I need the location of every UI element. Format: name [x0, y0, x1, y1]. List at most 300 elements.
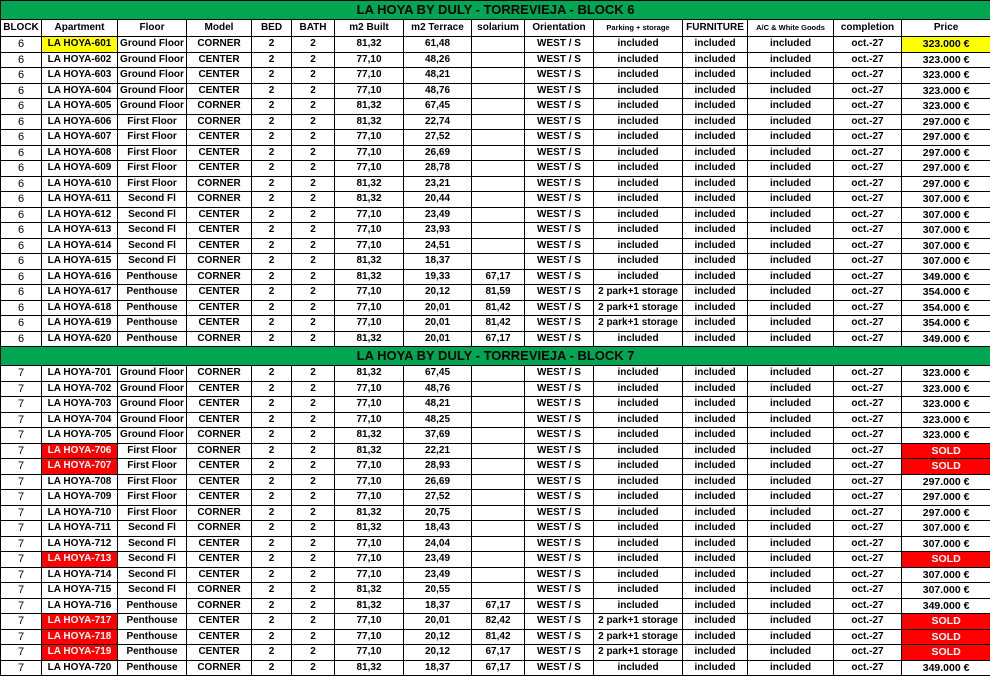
cell-parking: included — [594, 192, 683, 208]
cell-terrace: 28,93 — [404, 459, 472, 475]
cell-bed: 2 — [252, 331, 292, 347]
cell-completion: oct.-27 — [834, 629, 902, 645]
cell-completion: oct.-27 — [834, 412, 902, 428]
cell-terrace: 48,76 — [404, 381, 472, 397]
cell-orientation: WEST / S — [525, 130, 594, 146]
cell-terrace: 26,69 — [404, 145, 472, 161]
table-row — [1, 52, 990, 68]
cell-apartment: LA HOYA-612 — [42, 207, 118, 223]
cell-floor: Penthouse — [118, 614, 187, 630]
cell-terrace: 37,69 — [404, 428, 472, 444]
table-row — [1, 474, 990, 490]
cell-model: CORNER — [187, 505, 252, 521]
cell-block: 6 — [1, 52, 42, 68]
cell-bath: 2 — [292, 629, 335, 645]
cell-floor: Second Fl — [118, 583, 187, 599]
cell-floor: Second Fl — [118, 254, 187, 270]
cell-apartment: LA HOYA-616 — [42, 269, 118, 285]
cell-block: 7 — [1, 552, 42, 568]
cell-price: SOLD — [902, 645, 990, 661]
cell-completion: oct.-27 — [834, 567, 902, 583]
cell-price: 307.000 € — [902, 254, 990, 270]
cell-apartment: LA HOYA-704 — [42, 412, 118, 428]
cell-terrace: 24,04 — [404, 536, 472, 552]
cell-apartment: LA HOYA-602 — [42, 52, 118, 68]
cell-floor: Second Fl — [118, 238, 187, 254]
cell-bed: 2 — [252, 443, 292, 459]
cell-bath: 2 — [292, 254, 335, 270]
cell-terrace: 20,55 — [404, 583, 472, 599]
cell-bath: 2 — [292, 176, 335, 192]
cell-ac: included — [748, 37, 834, 53]
cell-bath: 2 — [292, 583, 335, 599]
cell-block: 7 — [1, 366, 42, 382]
cell-built: 77,10 — [335, 238, 404, 254]
cell-solarium: 81,59 — [472, 285, 525, 301]
cell-terrace: 48,21 — [404, 68, 472, 84]
cell-solarium — [472, 207, 525, 223]
table-row — [1, 629, 990, 645]
cell-solarium — [472, 552, 525, 568]
cell-price: 349.000 € — [902, 660, 990, 676]
cell-ac: included — [748, 567, 834, 583]
cell-solarium — [472, 83, 525, 99]
cell-bath: 2 — [292, 161, 335, 177]
cell-terrace: 20,75 — [404, 505, 472, 521]
cell-model: CENTER — [187, 300, 252, 316]
table-row — [1, 412, 990, 428]
cell-parking: included — [594, 114, 683, 130]
cell-terrace: 27,52 — [404, 130, 472, 146]
cell-model: CORNER — [187, 583, 252, 599]
cell-built: 77,10 — [335, 474, 404, 490]
cell-built: 77,10 — [335, 567, 404, 583]
header-row — [1, 20, 990, 37]
cell-block: 7 — [1, 459, 42, 475]
cell-parking: included — [594, 145, 683, 161]
cell-block: 6 — [1, 161, 42, 177]
cell-furniture: included — [683, 397, 748, 413]
cell-block: 6 — [1, 207, 42, 223]
cell-terrace: 61,48 — [404, 37, 472, 53]
table-row — [1, 68, 990, 84]
cell-block: 6 — [1, 37, 42, 53]
column-header-apartment: Apartment — [42, 20, 118, 37]
cell-price: 349.000 € — [902, 598, 990, 614]
cell-block: 7 — [1, 567, 42, 583]
cell-floor: Penthouse — [118, 331, 187, 347]
table-row — [1, 443, 990, 459]
cell-completion: oct.-27 — [834, 381, 902, 397]
cell-orientation: WEST / S — [525, 68, 594, 84]
cell-completion: oct.-27 — [834, 474, 902, 490]
cell-bath: 2 — [292, 366, 335, 382]
cell-block: 6 — [1, 68, 42, 84]
cell-orientation: WEST / S — [525, 269, 594, 285]
cell-parking: included — [594, 52, 683, 68]
cell-built: 77,10 — [335, 412, 404, 428]
cell-built: 77,10 — [335, 536, 404, 552]
cell-built: 81,32 — [335, 505, 404, 521]
cell-model: CORNER — [187, 428, 252, 444]
cell-bed: 2 — [252, 300, 292, 316]
cell-model: CENTER — [187, 397, 252, 413]
cell-solarium: 81,42 — [472, 629, 525, 645]
cell-apartment: LA HOYA-712 — [42, 536, 118, 552]
cell-built: 77,10 — [335, 223, 404, 239]
cell-model: CENTER — [187, 207, 252, 223]
table-row — [1, 161, 990, 177]
cell-terrace: 22,74 — [404, 114, 472, 130]
cell-orientation: WEST / S — [525, 567, 594, 583]
cell-apartment: LA HOYA-620 — [42, 331, 118, 347]
cell-apartment: LA HOYA-604 — [42, 83, 118, 99]
cell-furniture: included — [683, 99, 748, 115]
cell-built: 81,32 — [335, 176, 404, 192]
table-row — [1, 645, 990, 661]
cell-block: 7 — [1, 583, 42, 599]
cell-solarium: 67,17 — [472, 660, 525, 676]
cell-built: 81,32 — [335, 192, 404, 208]
column-header-ac: A/C & White Goods — [748, 20, 834, 37]
cell-orientation: WEST / S — [525, 161, 594, 177]
cell-bath: 2 — [292, 207, 335, 223]
cell-apartment: LA HOYA-708 — [42, 474, 118, 490]
cell-furniture: included — [683, 83, 748, 99]
cell-floor: Penthouse — [118, 269, 187, 285]
cell-completion: oct.-27 — [834, 254, 902, 270]
cell-furniture: included — [683, 521, 748, 537]
cell-bath: 2 — [292, 428, 335, 444]
cell-orientation: WEST / S — [525, 176, 594, 192]
cell-built: 77,10 — [335, 645, 404, 661]
cell-orientation: WEST / S — [525, 52, 594, 68]
cell-solarium — [472, 428, 525, 444]
cell-bed: 2 — [252, 269, 292, 285]
cell-bath: 2 — [292, 536, 335, 552]
cell-block: 7 — [1, 645, 42, 661]
cell-floor: Ground Floor — [118, 52, 187, 68]
cell-parking: included — [594, 474, 683, 490]
cell-apartment: LA HOYA-702 — [42, 381, 118, 397]
cell-apartment: LA HOYA-706 — [42, 443, 118, 459]
table-row — [1, 223, 990, 239]
cell-ac: included — [748, 269, 834, 285]
cell-bath: 2 — [292, 645, 335, 661]
cell-floor: Second Fl — [118, 552, 187, 568]
cell-completion: oct.-27 — [834, 331, 902, 347]
cell-model: CORNER — [187, 37, 252, 53]
cell-ac: included — [748, 583, 834, 599]
cell-furniture: included — [683, 645, 748, 661]
cell-floor: Ground Floor — [118, 37, 187, 53]
cell-bed: 2 — [252, 614, 292, 630]
cell-bath: 2 — [292, 285, 335, 301]
cell-built: 81,32 — [335, 428, 404, 444]
table-row — [1, 285, 990, 301]
cell-solarium: 67,17 — [472, 269, 525, 285]
cell-furniture: included — [683, 366, 748, 382]
cell-orientation: WEST / S — [525, 223, 594, 239]
cell-orientation: WEST / S — [525, 443, 594, 459]
cell-model: CORNER — [187, 192, 252, 208]
cell-ac: included — [748, 660, 834, 676]
cell-block: 6 — [1, 331, 42, 347]
cell-model: CENTER — [187, 474, 252, 490]
cell-ac: included — [748, 331, 834, 347]
cell-parking: 2 park+1 storage — [594, 300, 683, 316]
cell-parking: included — [594, 521, 683, 537]
cell-bath: 2 — [292, 505, 335, 521]
cell-floor: Penthouse — [118, 660, 187, 676]
cell-bed: 2 — [252, 99, 292, 115]
cell-terrace: 20,12 — [404, 285, 472, 301]
cell-model: CORNER — [187, 254, 252, 270]
cell-model: CENTER — [187, 238, 252, 254]
table-row — [1, 536, 990, 552]
table-row — [1, 598, 990, 614]
cell-built: 77,10 — [335, 614, 404, 630]
cell-floor: Ground Floor — [118, 412, 187, 428]
cell-built: 81,32 — [335, 598, 404, 614]
cell-terrace: 23,49 — [404, 207, 472, 223]
cell-bath: 2 — [292, 331, 335, 347]
cell-parking: included — [594, 331, 683, 347]
cell-bed: 2 — [252, 583, 292, 599]
cell-apartment: LA HOYA-715 — [42, 583, 118, 599]
cell-parking: included — [594, 83, 683, 99]
cell-solarium — [472, 381, 525, 397]
cell-completion: oct.-27 — [834, 397, 902, 413]
cell-model: CORNER — [187, 114, 252, 130]
cell-floor: First Floor — [118, 490, 187, 506]
cell-built: 81,32 — [335, 660, 404, 676]
cell-built: 77,10 — [335, 300, 404, 316]
cell-floor: Second Fl — [118, 521, 187, 537]
cell-parking: included — [594, 223, 683, 239]
cell-price: 297.000 € — [902, 490, 990, 506]
cell-model: CORNER — [187, 521, 252, 537]
cell-model: CENTER — [187, 412, 252, 428]
cell-furniture: included — [683, 598, 748, 614]
cell-completion: oct.-27 — [834, 238, 902, 254]
cell-apartment: LA HOYA-618 — [42, 300, 118, 316]
cell-completion: oct.-27 — [834, 68, 902, 84]
cell-parking: included — [594, 459, 683, 475]
cell-model: CENTER — [187, 68, 252, 84]
cell-completion: oct.-27 — [834, 614, 902, 630]
cell-terrace: 67,45 — [404, 366, 472, 382]
cell-furniture: included — [683, 474, 748, 490]
cell-terrace: 18,37 — [404, 660, 472, 676]
cell-block: 6 — [1, 285, 42, 301]
cell-bath: 2 — [292, 192, 335, 208]
table-row — [1, 114, 990, 130]
cell-apartment: LA HOYA-610 — [42, 176, 118, 192]
cell-solarium — [472, 99, 525, 115]
cell-built: 77,10 — [335, 68, 404, 84]
cell-floor: Penthouse — [118, 316, 187, 332]
cell-ac: included — [748, 316, 834, 332]
cell-furniture: included — [683, 331, 748, 347]
cell-model: CORNER — [187, 598, 252, 614]
cell-bath: 2 — [292, 443, 335, 459]
cell-solarium: 81,42 — [472, 300, 525, 316]
table-row — [1, 552, 990, 568]
cell-apartment: LA HOYA-619 — [42, 316, 118, 332]
cell-orientation: WEST / S — [525, 366, 594, 382]
table-row — [1, 176, 990, 192]
cell-furniture: included — [683, 145, 748, 161]
cell-block: 7 — [1, 443, 42, 459]
cell-apartment: LA HOYA-718 — [42, 629, 118, 645]
cell-built: 77,10 — [335, 83, 404, 99]
cell-apartment: LA HOYA-607 — [42, 130, 118, 146]
block-title: LA HOYA BY DULY - TORREVIEJA - BLOCK 7 — [1, 347, 990, 366]
cell-solarium — [472, 238, 525, 254]
cell-completion: oct.-27 — [834, 99, 902, 115]
cell-bed: 2 — [252, 552, 292, 568]
cell-bed: 2 — [252, 192, 292, 208]
cell-solarium — [472, 490, 525, 506]
cell-parking: 2 park+1 storage — [594, 629, 683, 645]
cell-terrace: 23,49 — [404, 552, 472, 568]
cell-ac: included — [748, 161, 834, 177]
cell-orientation: WEST / S — [525, 629, 594, 645]
cell-orientation: WEST / S — [525, 536, 594, 552]
cell-block: 7 — [1, 536, 42, 552]
cell-solarium — [472, 254, 525, 270]
cell-ac: included — [748, 285, 834, 301]
cell-ac: included — [748, 238, 834, 254]
cell-built: 77,10 — [335, 207, 404, 223]
cell-parking: included — [594, 366, 683, 382]
cell-price: 323.000 € — [902, 37, 990, 53]
cell-apartment: LA HOYA-703 — [42, 397, 118, 413]
table-row — [1, 381, 990, 397]
cell-block: 7 — [1, 614, 42, 630]
cell-orientation: WEST / S — [525, 552, 594, 568]
cell-ac: included — [748, 536, 834, 552]
cell-bath: 2 — [292, 567, 335, 583]
cell-model: CENTER — [187, 552, 252, 568]
cell-terrace: 22,21 — [404, 443, 472, 459]
cell-model: CENTER — [187, 130, 252, 146]
cell-orientation: WEST / S — [525, 397, 594, 413]
cell-ac: included — [748, 83, 834, 99]
cell-completion: oct.-27 — [834, 207, 902, 223]
cell-price: 323.000 € — [902, 381, 990, 397]
cell-solarium — [472, 583, 525, 599]
table-row — [1, 99, 990, 115]
cell-price: 297.000 € — [902, 145, 990, 161]
cell-furniture: included — [683, 505, 748, 521]
cell-model: CORNER — [187, 331, 252, 347]
cell-parking: included — [594, 269, 683, 285]
cell-price: 297.000 € — [902, 161, 990, 177]
cell-terrace: 20,12 — [404, 629, 472, 645]
cell-bath: 2 — [292, 614, 335, 630]
cell-parking: included — [594, 536, 683, 552]
cell-furniture: included — [683, 238, 748, 254]
column-header-completion: completion — [834, 20, 902, 37]
cell-bath: 2 — [292, 459, 335, 475]
cell-furniture: included — [683, 254, 748, 270]
cell-model: CENTER — [187, 223, 252, 239]
cell-completion: oct.-27 — [834, 552, 902, 568]
cell-price: 297.000 € — [902, 114, 990, 130]
cell-furniture: included — [683, 130, 748, 146]
cell-price: 323.000 € — [902, 68, 990, 84]
cell-ac: included — [748, 443, 834, 459]
cell-price: SOLD — [902, 459, 990, 475]
cell-terrace: 20,44 — [404, 192, 472, 208]
cell-completion: oct.-27 — [834, 52, 902, 68]
cell-apartment: LA HOYA-601 — [42, 37, 118, 53]
cell-solarium — [472, 521, 525, 537]
cell-terrace: 48,21 — [404, 397, 472, 413]
cell-completion: oct.-27 — [834, 130, 902, 146]
cell-bath: 2 — [292, 300, 335, 316]
cell-orientation: WEST / S — [525, 645, 594, 661]
cell-block: 6 — [1, 269, 42, 285]
column-header-parking: Parking + storage — [594, 20, 683, 37]
column-header-built: m2 Built — [335, 20, 404, 37]
cell-bed: 2 — [252, 130, 292, 146]
cell-furniture: included — [683, 490, 748, 506]
cell-price: SOLD — [902, 614, 990, 630]
cell-orientation: WEST / S — [525, 145, 594, 161]
cell-furniture: included — [683, 269, 748, 285]
column-header-orientation: Orientation — [525, 20, 594, 37]
cell-floor: Second Fl — [118, 192, 187, 208]
cell-block: 6 — [1, 192, 42, 208]
cell-block: 7 — [1, 521, 42, 537]
cell-terrace: 23,21 — [404, 176, 472, 192]
cell-solarium — [472, 474, 525, 490]
cell-bath: 2 — [292, 397, 335, 413]
cell-completion: oct.-27 — [834, 583, 902, 599]
table-row — [1, 397, 990, 413]
cell-parking: included — [594, 254, 683, 270]
cell-floor: Penthouse — [118, 285, 187, 301]
cell-furniture: included — [683, 443, 748, 459]
cell-solarium — [472, 443, 525, 459]
cell-bed: 2 — [252, 223, 292, 239]
cell-completion: oct.-27 — [834, 83, 902, 99]
cell-parking: included — [594, 552, 683, 568]
cell-apartment: LA HOYA-603 — [42, 68, 118, 84]
cell-ac: included — [748, 52, 834, 68]
cell-built: 81,32 — [335, 521, 404, 537]
cell-price: 297.000 € — [902, 474, 990, 490]
cell-price: 323.000 € — [902, 52, 990, 68]
cell-bed: 2 — [252, 176, 292, 192]
cell-apartment: LA HOYA-701 — [42, 366, 118, 382]
cell-orientation: WEST / S — [525, 614, 594, 630]
cell-apartment: LA HOYA-709 — [42, 490, 118, 506]
cell-built: 81,32 — [335, 254, 404, 270]
cell-ac: included — [748, 412, 834, 428]
cell-orientation: WEST / S — [525, 474, 594, 490]
cell-orientation: WEST / S — [525, 207, 594, 223]
cell-parking: included — [594, 412, 683, 428]
cell-bath: 2 — [292, 490, 335, 506]
cell-furniture: included — [683, 52, 748, 68]
cell-bed: 2 — [252, 521, 292, 537]
cell-block: 6 — [1, 114, 42, 130]
cell-bed: 2 — [252, 83, 292, 99]
